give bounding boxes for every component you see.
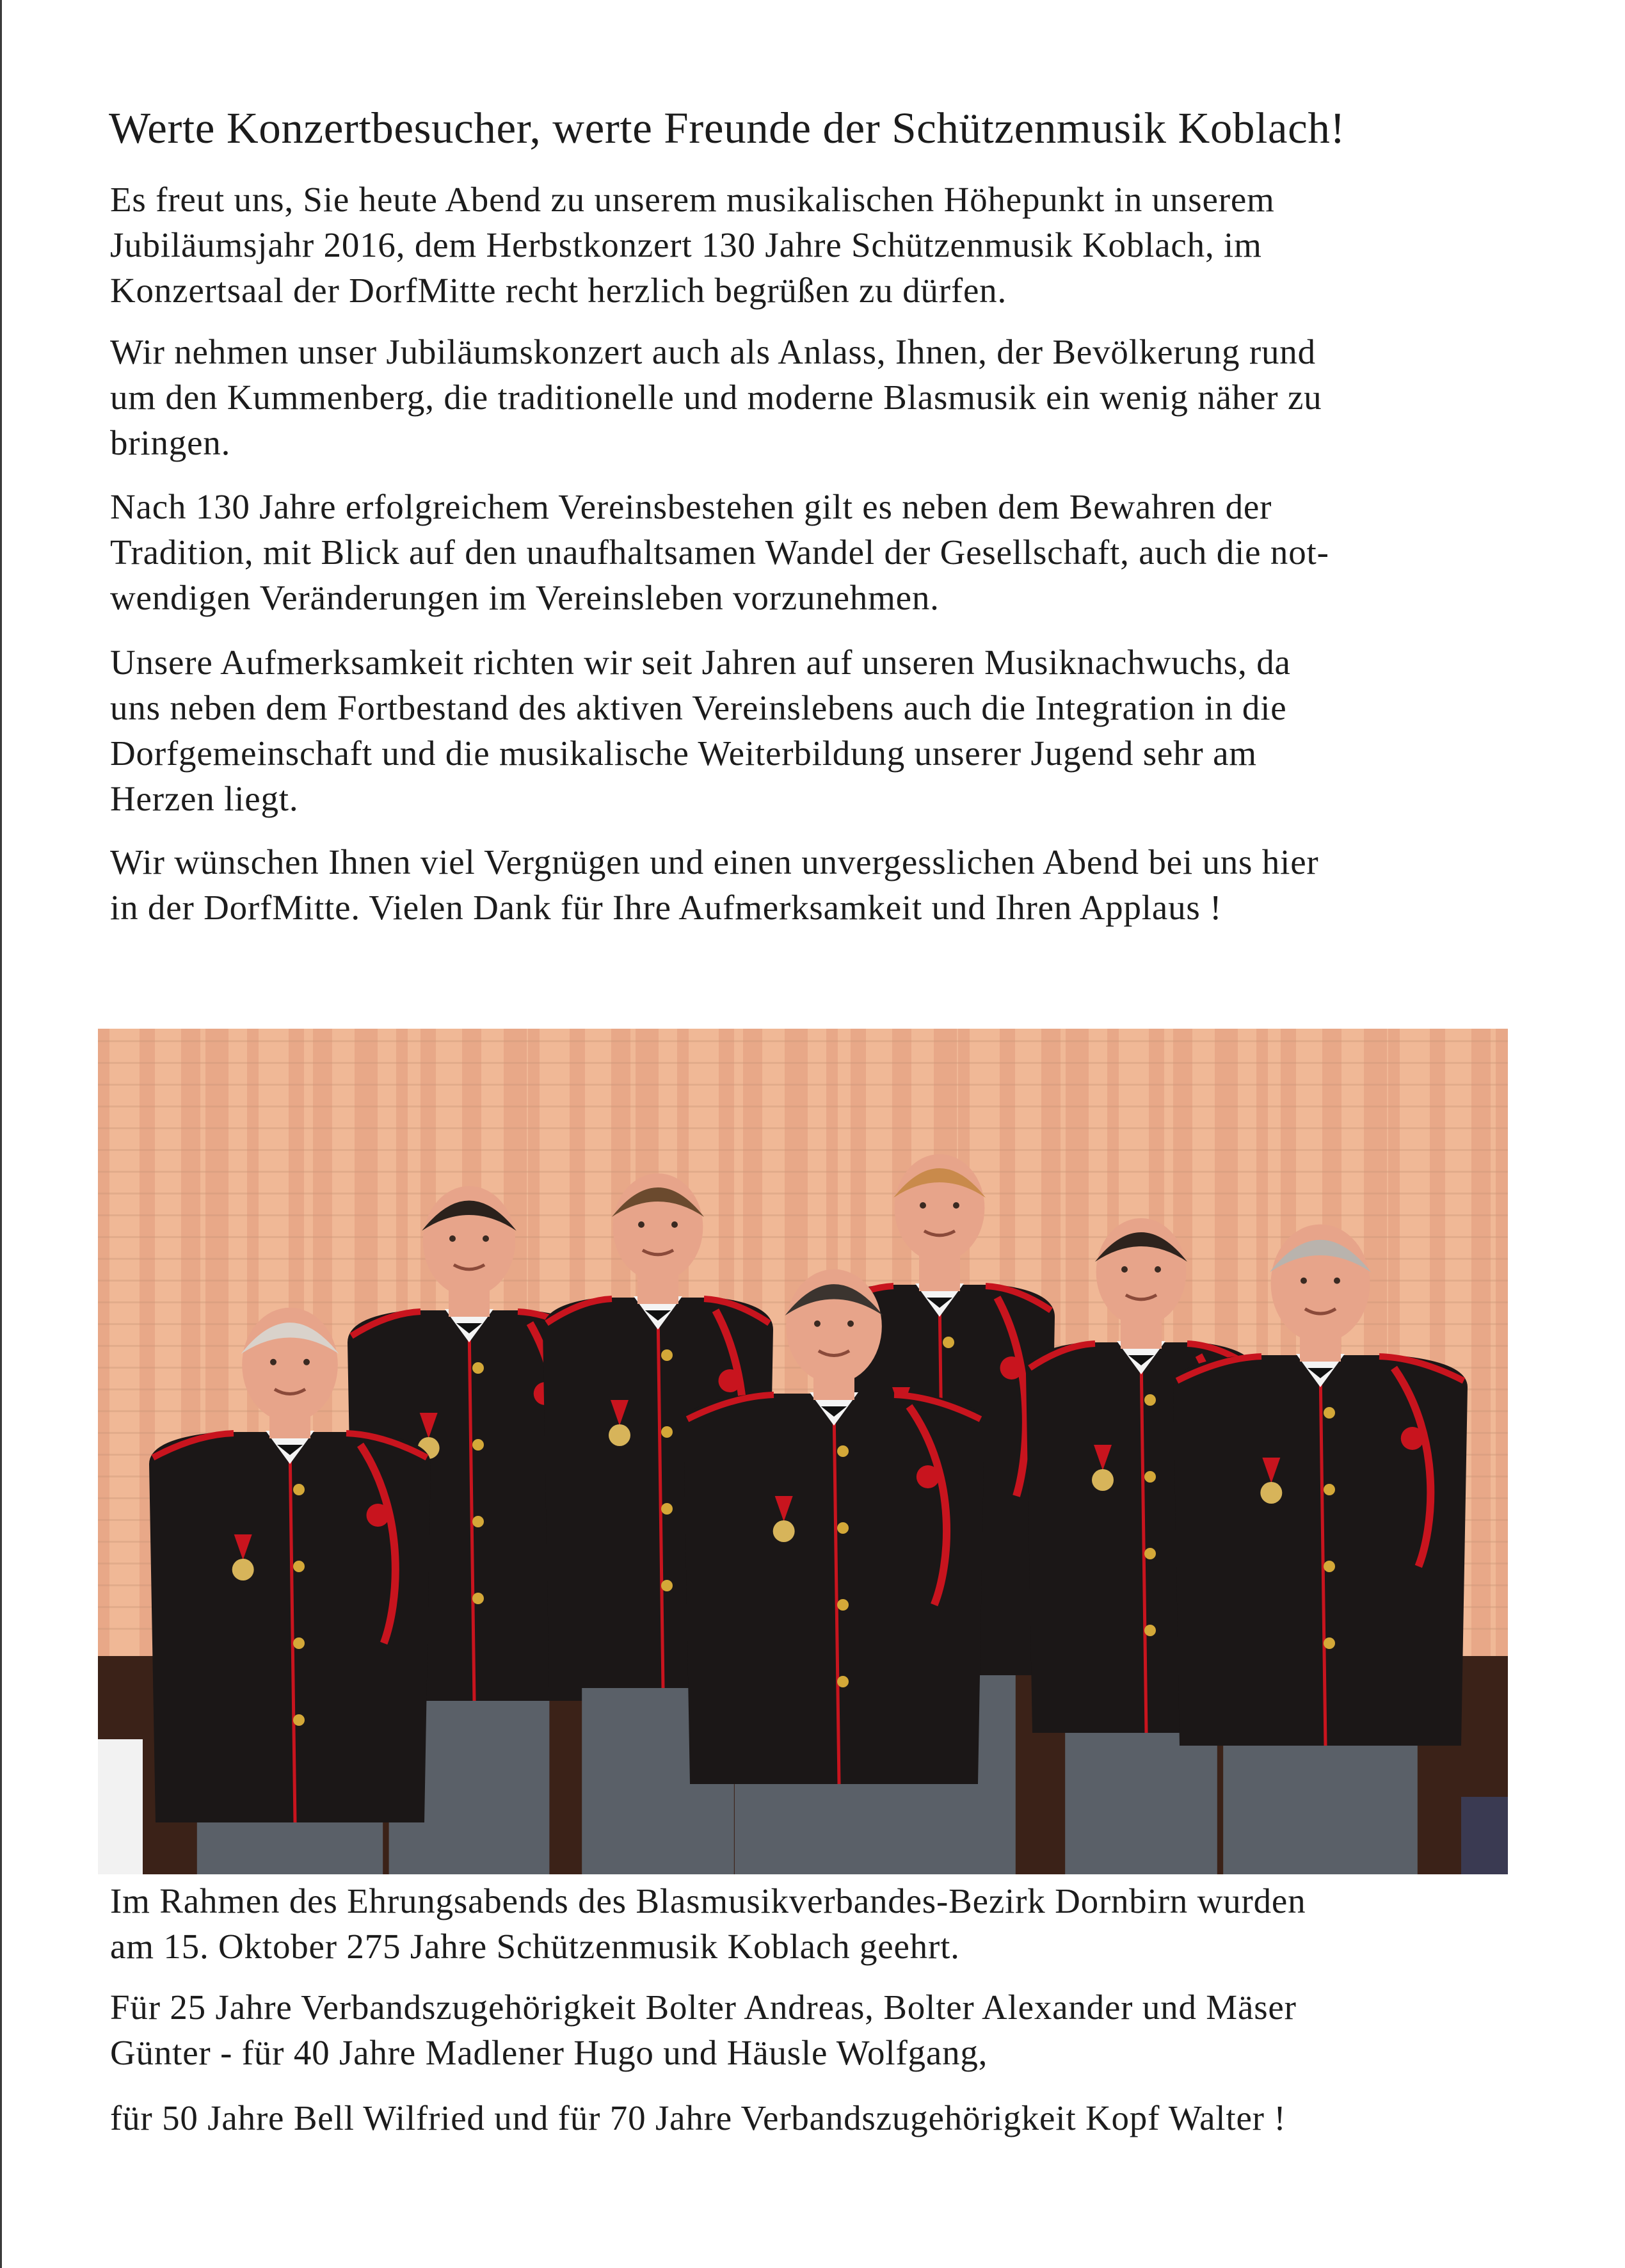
eye (270, 1359, 276, 1365)
curtain-thread (98, 1040, 1508, 1042)
uniform-button (472, 1439, 484, 1451)
aiguillette-knot (1401, 1427, 1424, 1450)
text-line: wendigen Veränderungen im Vereinsleben vorzunehmen. (110, 578, 940, 617)
uniform-button (472, 1362, 484, 1374)
curtain-thread (98, 1214, 1508, 1216)
eye (1121, 1266, 1128, 1273)
uniform-button (837, 1445, 849, 1457)
chair (1461, 1797, 1508, 1874)
text-line: Konzertsaal der DorfMitte recht herzlich begrüßen zu dürfen. (110, 271, 1007, 310)
text-line: in der DorfMitte. Vielen Dank für Ihre Aufmerksamkeit und Ihren Applaus ! (110, 888, 1222, 927)
text-line: Es freut uns, Sie heute Abend zu unserem musikalischen Höhepunkt in unserem (110, 180, 1275, 219)
text-line: Tradition, mit Blick auf den unaufhaltsamen Wandel der Gesellschaft, auch die not- (110, 533, 1329, 572)
text-line: Wir nehmen unser Jubiläumskonzert auch als Anlass, Ihnen, der Bevölkerung rund (110, 332, 1316, 371)
uniform-button (1144, 1471, 1156, 1483)
intro-paragraph-2 (110, 329, 1582, 465)
uniform-button (1144, 1548, 1156, 1559)
uniform-button (472, 1593, 484, 1604)
text-line: Jubiläumsjahr 2016, dem Herbstkonzert 130 Jahre Schützenmusik Koblach, im (110, 225, 1262, 264)
uniform-button (1324, 1561, 1335, 1572)
text-line: für 50 Jahre Bell Wilfried und für 70 Jahre Verbandszugehörigkeit Kopf Walter ! (110, 2098, 1286, 2137)
table-cloth (98, 1739, 143, 1874)
uniform-button (837, 1676, 849, 1687)
medal (232, 1559, 254, 1580)
text-line: Nach 130 Jahre erfolgreichem Vereinsbestehen gilt es neben dem Bewahren der (110, 487, 1272, 526)
uniform-button (293, 1637, 305, 1649)
curtain-thread (98, 1171, 1508, 1173)
curtain-thread (98, 1084, 1508, 1086)
uniform-button (293, 1714, 305, 1726)
text-line: um den Kummenberg, die traditionelle und moderne Blasmusik ein wenig näher zu (110, 378, 1322, 417)
uniform-button (1324, 1484, 1335, 1495)
intro-paragraph-5 (110, 839, 1582, 930)
eye (303, 1359, 310, 1365)
caption-paragraph-3 (110, 2095, 1582, 2141)
eye (1155, 1266, 1161, 1273)
page-left-border (0, 0, 2, 2268)
uniform-button (1324, 1637, 1335, 1649)
page-heading: Werte Konzertbesucher, werte Freunde der Schützenmusik Koblach! (109, 104, 1345, 152)
aiguillette-knot (367, 1504, 390, 1527)
medal (609, 1424, 630, 1446)
uniform-button (293, 1561, 305, 1572)
medal (1092, 1469, 1114, 1491)
text-line: Dorfgemeinschaft und die musikalische Weiterbildung unserer Jugend sehr am (110, 734, 1257, 773)
caption-paragraph-2 (110, 1984, 1582, 2075)
group-photo-illustration (98, 1029, 1508, 1874)
curtain-thread (98, 1106, 1508, 1107)
eye (920, 1202, 926, 1209)
uniform-button (1144, 1394, 1156, 1406)
text-line: Im Rahmen des Ehrungsabends des Blasmusikverbandes-Bezirk Dornbirn wurden (110, 1881, 1306, 1920)
medal (1260, 1482, 1282, 1504)
eye (814, 1321, 821, 1327)
intro-paragraph-1 (110, 177, 1582, 313)
text-line: Herzen liegt. (110, 779, 299, 818)
uniform-button (661, 1349, 673, 1361)
text-line: bringen. (110, 423, 231, 462)
uniform-button (1144, 1625, 1156, 1636)
eye (1301, 1278, 1307, 1284)
eye (449, 1235, 456, 1242)
curtain-thread (98, 1193, 1508, 1194)
uniform-button (1324, 1407, 1335, 1419)
uniform-button (661, 1503, 673, 1515)
aiguillette-knot (1000, 1356, 1023, 1379)
uniform-button (661, 1580, 673, 1591)
text-line: uns neben dem Fortbestand des aktiven Vereinslebens auch die Integration in die (110, 688, 1287, 727)
curtain-thread (98, 1127, 1508, 1129)
eye (847, 1321, 854, 1327)
caption-paragraph-1 (110, 1878, 1582, 1969)
uniform-button (837, 1599, 849, 1611)
curtain-fold (98, 1029, 109, 1669)
eye (638, 1221, 644, 1228)
uniform-button (472, 1516, 484, 1527)
medal (773, 1520, 795, 1542)
text-line: am 15. Oktober 275 Jahre Schützenmusik Koblach geehrt. (110, 1927, 960, 1966)
eye (483, 1235, 489, 1242)
uniform-button (943, 1337, 954, 1348)
aiguillette-knot (917, 1465, 940, 1488)
text-line: Wir wünschen Ihnen viel Vergnügen und einen unvergesslichen Abend bei uns hier (110, 842, 1319, 881)
eye (953, 1202, 959, 1209)
curtain-thread (98, 1149, 1508, 1151)
curtain-thread (98, 1062, 1508, 1064)
uniform-button (837, 1522, 849, 1534)
aiguillette-knot (719, 1369, 742, 1392)
intro-paragraph-4 (110, 639, 1582, 821)
uniform-button (293, 1484, 305, 1495)
eye (1334, 1278, 1340, 1284)
text-line: Für 25 Jahre Verbandszugehörigkeit Bolter Andreas, Bolter Alexander und Mäser (110, 1988, 1297, 2027)
curtain-fold (1471, 1029, 1491, 1669)
uniform-button (661, 1426, 673, 1438)
text-line: Unsere Aufmerksamkeit richten wir seit Jahren auf unseren Musiknachwuchs, da (110, 643, 1291, 682)
curtain-fold (1496, 1029, 1508, 1669)
intro-paragraph-3 (110, 484, 1582, 620)
text-line: Günter - für 40 Jahre Madlener Hugo und Häusle Wolfgang, (110, 2033, 988, 2072)
group-photo (98, 1029, 1508, 1874)
eye (671, 1221, 678, 1228)
